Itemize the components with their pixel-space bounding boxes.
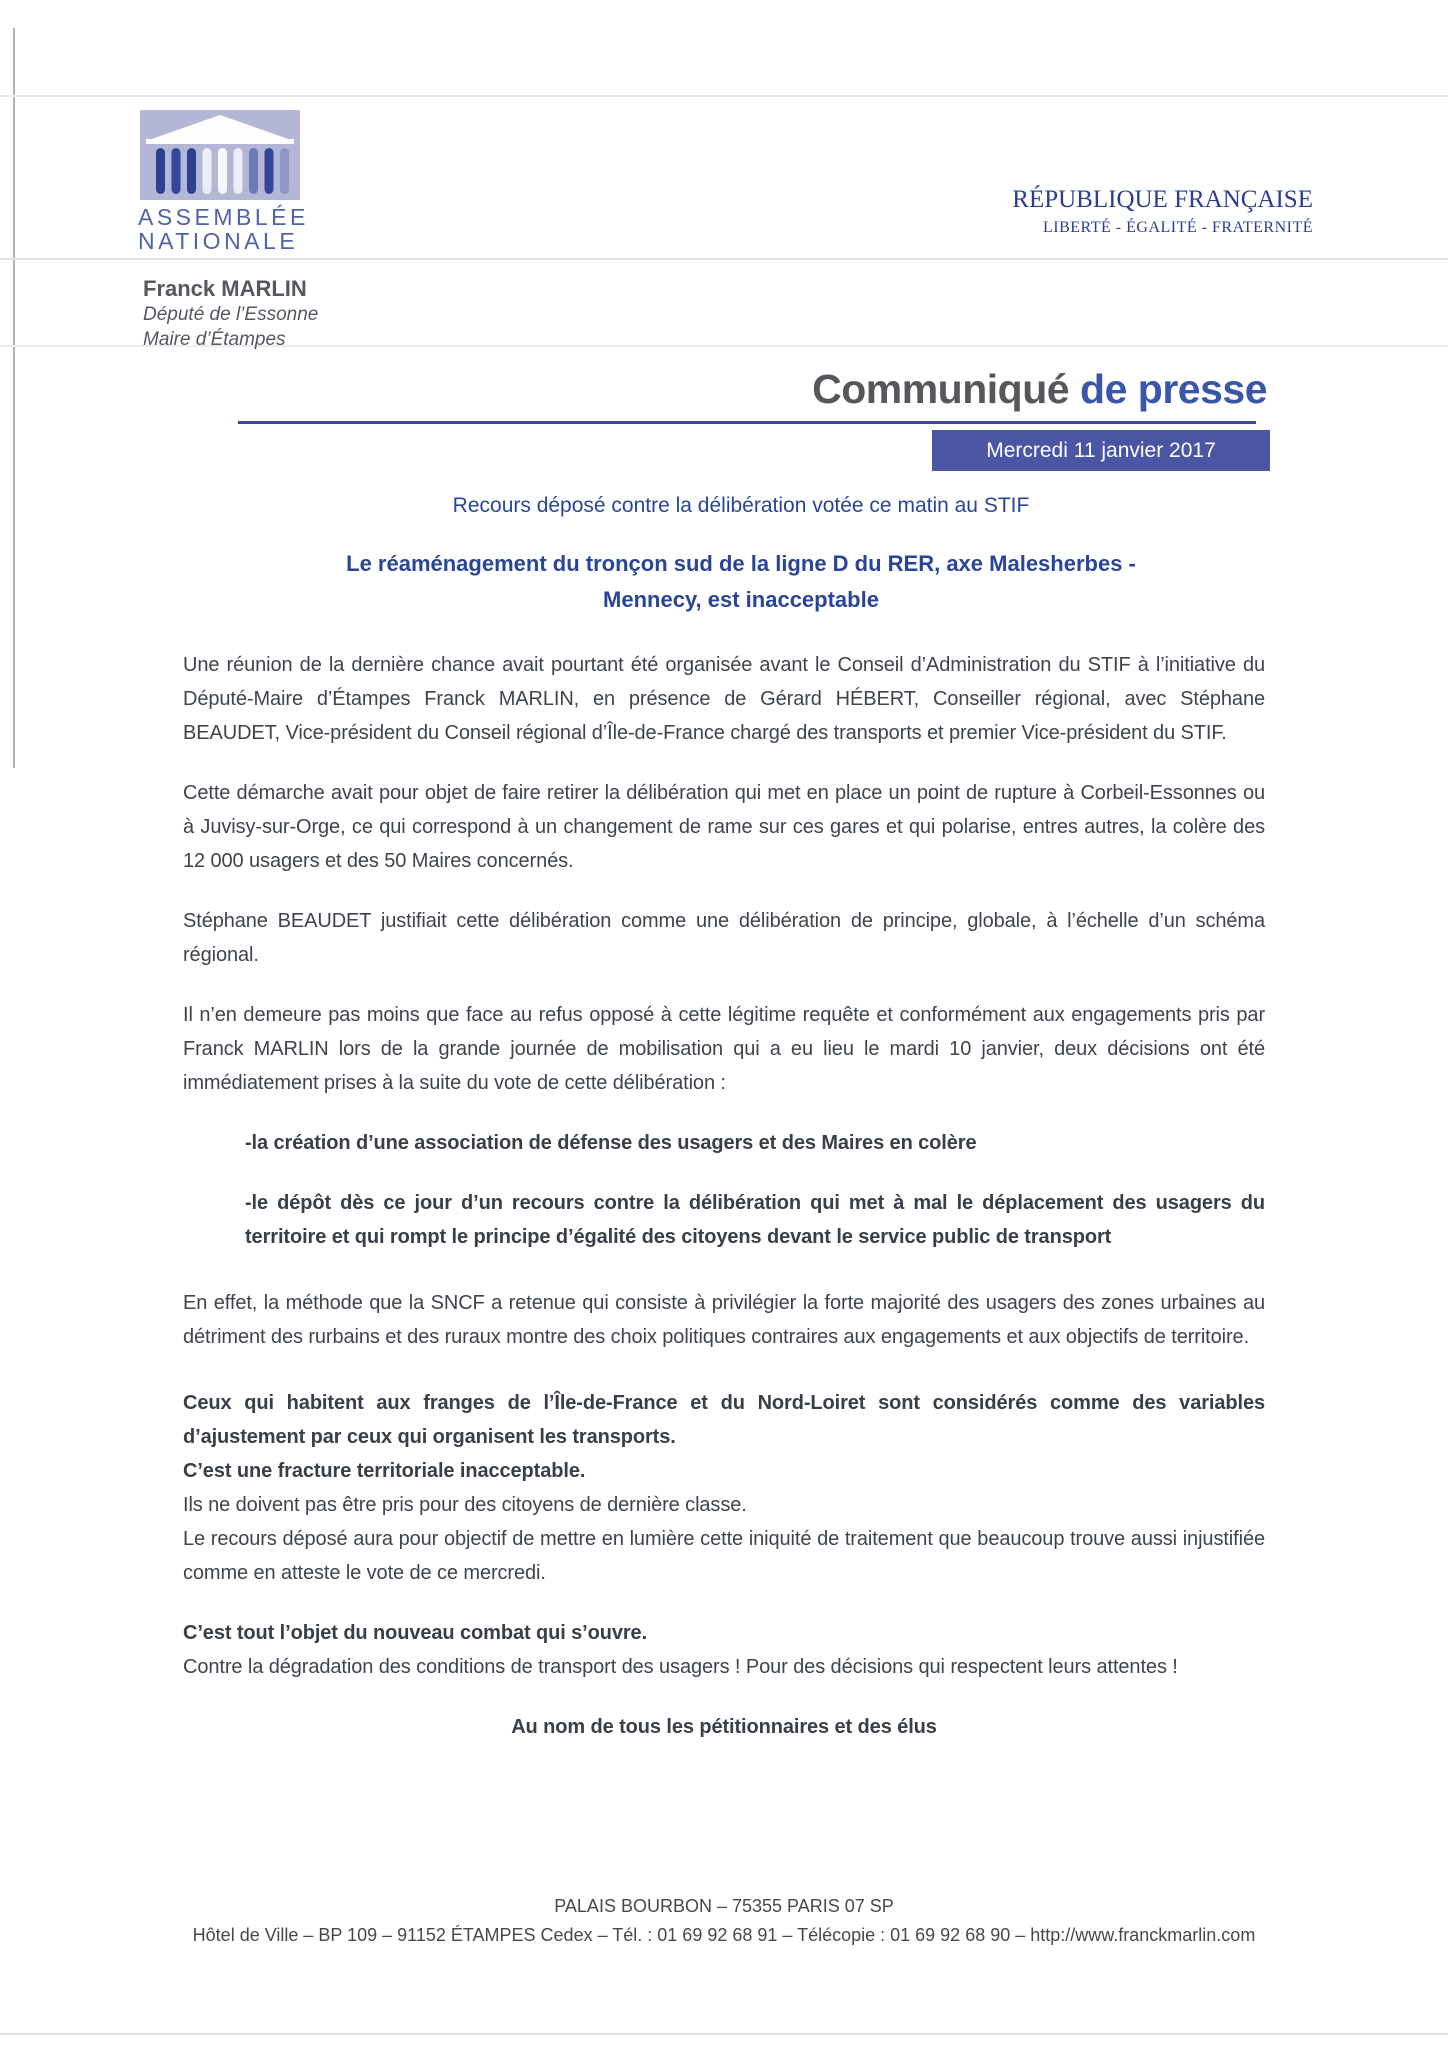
- title-part-gray: Communiqué: [812, 366, 1070, 412]
- headline: [183, 546, 1299, 618]
- paragraph-demarche: Cette démarche avait pour objet de faire retirer la délibération qui met en place un point de rupture à Corbeil-Essonnes ou à Juvisy-sur-Orge, ce qui correspond à un changement de rame sur ces gares et qui polarise, entres autres, la colère des 12 000 usagers et des 50 Maires concernés.: [183, 782, 1265, 872]
- line-franges: Ceux qui habitent aux franges de l’Île-de-France et du Nord-Loiret sont considérés comme des variables d’ajustement par ceux qui organisent les transports.: [183, 1392, 1265, 1448]
- sender-block: [143, 276, 318, 352]
- paragraph-decisions: Il n’en demeure pas moins que face au refus opposé à cette légitime requête et conformément aux engagements pris par Franck MARLIN lors de la grande journée de mobilisation qui a eu lieu le mardi 10 janvier, deux décisions ont été immédiatement prises à la suite du vote de cette délibération :: [183, 1004, 1265, 1094]
- sender-name: Franck MARLIN: [143, 276, 307, 301]
- scan-artifact-line: [0, 258, 1448, 260]
- body-text: [183, 648, 1265, 1770]
- scan-artifact-line: [0, 2033, 1448, 2035]
- paragraph-group-combat: [183, 1616, 1265, 1684]
- date-text: Mercredi 11 janvier 2017: [986, 438, 1216, 462]
- republique-title: RÉPUBLIQUE FRANÇAISE: [1012, 186, 1313, 213]
- sender-role-maire: Maire d’Étampes: [143, 329, 286, 350]
- headline-line1: Le réaménagement du tronçon sud de la ligne D du RER, axe Malesherbes -: [346, 551, 1136, 576]
- line-recours-objectif: Le recours déposé aura pour objectif de mettre en lumière cette iniquité de traitement que beaucoup trouve aussi injustifiée comme en atteste le vote de ce mercredi.: [183, 1528, 1265, 1584]
- line-citoyens: Ils ne doivent pas être pris pour des citoyens de dernière classe.: [183, 1494, 747, 1516]
- subtitle: Recours déposé contre la délibération votée ce matin au STIF: [452, 494, 1030, 517]
- paragraph-reunion: Une réunion de la dernière chance avait pourtant été organisée avant le Conseil d’Administration du STIF à l’initiative du Député-Maire d’Étampes Franck MARLIN, en présence de Gérard HÉBERT, Conseiller régional, avec Stéphane BEAUDET, Vice-président du Conseil régional d’Île-de-France chargé des transports et premier Vice-président du STIF.: [183, 654, 1265, 744]
- republique-francaise-block: [1012, 186, 1313, 237]
- title-underline-rule: [238, 421, 1256, 424]
- headline-line2: Mennecy, est inacceptable: [603, 587, 879, 612]
- bullet-association: -la création d’une association de défense des usagers et des Maires en colère: [245, 1132, 977, 1154]
- date-banner: [932, 430, 1270, 471]
- paragraph-beaudet: Stéphane BEAUDET justifiait cette délibération comme une délibération de principe, globale, à l’échelle d’un schéma régional.: [183, 910, 1265, 966]
- scan-artifact-vertical-line: [13, 28, 15, 768]
- footer-line2: Hôtel de Ville – BP 109 – 91152 ÉTAMPES Cedex – Tél. : 01 69 92 68 91 – Télécopie : 01 69 92 68 90 – http://www.franckmarlin.com: [192, 1925, 1256, 1945]
- assemblee-nationale-pediment-icon: [140, 110, 300, 200]
- republique-motto: LIBERTÉ - ÉGALITÉ - FRATERNITÉ: [1043, 219, 1313, 236]
- scan-artifact-line: [0, 95, 1448, 97]
- footer-line1: PALAIS BOURBON – 75355 PARIS 07 SP: [554, 1896, 894, 1916]
- title-part-blue: de presse: [1080, 366, 1267, 412]
- bullet-recours: -le dépôt dès ce jour d’un recours contre la délibération qui met à mal le déplacement des usagers du territoire et qui rompt le principe d’égalité des citoyens devant le service public de transport: [245, 1192, 1265, 1248]
- line-degradation: Contre la dégradation des conditions de transport des usagers ! Pour des décisions qui respectent leurs attentes !: [183, 1656, 1178, 1678]
- paragraph-methode-sncf: En effet, la méthode que la SNCF a retenue qui consiste à privilégier la forte majorité des usagers des zones urbaines au détriment des rurbains et des ruraux montre des choix politiques contraires aux engagements et aux objectifs de territoire.: [183, 1292, 1265, 1348]
- assemblee-nationale-logo: [138, 110, 338, 253]
- line-fracture: C’est une fracture territoriale inacceptable.: [183, 1460, 586, 1482]
- footer: [0, 1892, 1448, 1950]
- press-release-title: [812, 366, 1267, 413]
- closing-line: Au nom de tous les pétitionnaires et des élus: [511, 1716, 937, 1738]
- sender-role-depute: Député de l’Essonne: [143, 304, 319, 325]
- logo-text-line1: ASSEMBLÉE: [138, 204, 309, 230]
- line-combat: C’est tout l’objet du nouveau combat qui s’ouvre.: [183, 1622, 648, 1644]
- paragraph-group-fracture: [183, 1386, 1265, 1590]
- logo-text-line2: NATIONALE: [138, 228, 299, 254]
